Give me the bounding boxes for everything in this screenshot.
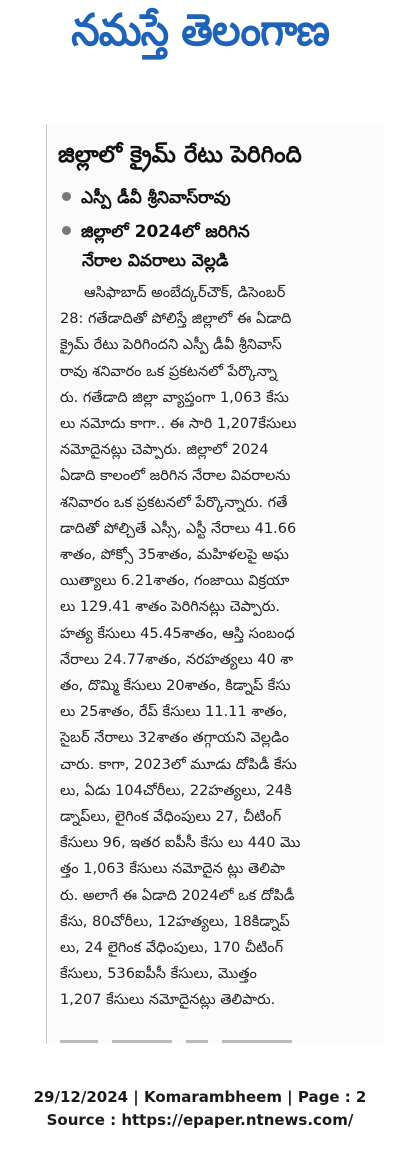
article-body-line: నమోదైనట్లు చెప్పారు. జిల్లాలో 2024 [60,442,269,459]
article-body-line: కేసులు 96, ఇతర ఐపీసీ కేసు లు 440 మొ [60,835,301,852]
subheading-text: జిల్లాలో 2024లో జరిగిన [81,222,250,242]
subheading-text: ఎస్పీ డీవీ శ్రీనివాస్‌రావు [81,188,231,208]
article-body-line: చారు. కాగా, 2023లో మూడు దోపిడీ కేసు [60,756,297,773]
article-body-line: సైబర్ నేరాలు 32శాతం తగ్గాయని వెల్లడిం [60,730,289,747]
article-headline: జిల్లాలో క్రైమ్ రేటు పెరిగింది [58,142,302,168]
article-body-line: 1,207 కేసులు నమోదైనట్లు తెలిపారు. [60,992,276,1009]
article-body-line: క్రైమ్ రేటు పెరిగిందని ఎస్పీ డీవీ శ్రీనివాస్ [60,337,282,354]
masthead [0,0,400,72]
article-body-line: కేసు, 80చోరీలు, 12హత్యలు, 18కిడ్నాప్ [60,913,290,930]
article-body-line: ఏడాది కాలంలో జరిగిన నేరాల వివరాలను [60,468,291,485]
article-body-line: త్తం 1,063 కేసులు నమోదైన ట్లు తెలిపా [60,861,285,878]
article-body-line: హత్య కేసులు 45.45శాతం, ఆస్తి సంబంధ [60,625,295,642]
footer-source: Source : https://epaper.ntnews.com/ [46,1111,354,1129]
bullet-dot-icon [62,192,71,201]
article-body-line: శనివారం ఒక ప్రకటనలో పేర్కొన్నారు. గతే [60,494,288,511]
cut-off-next-line [60,1040,378,1052]
article-body-line: లు, ఏడు 104చోరీలు, 22హత్యలు, 24కి [60,782,292,799]
article-body-line: లు 129.41 శాతం పెరిగినట్లు చెప్పారు. [60,599,281,616]
article-body-line: ఆసిఫాబాద్ అంబేద్కర్‌చౌక్, డిసెంబర్ [84,285,286,301]
footer-date-page: 29/12/2024 | Komarambheem | Page : 2 [33,1088,367,1106]
article-body-line: యిత్యాలు 6.21శాతం, గంజాయి విక్రయా [60,573,290,590]
article-body-line: కేసులు, 536ఐపీసీ కేసులు, మొత్తం [60,966,257,983]
article-body-line: తం, దొమ్మి కేసులు 20శాతం, కిడ్నాప్ కేసు [60,678,291,694]
article-body-line: 28: గతేడాదితో పోలిస్తే జిల్లాలో ఈ ఏడాది [60,311,292,328]
article-body-line: లు నమోదు కాగా.. ఈ సారి 1,207కేసులు [60,416,297,432]
subheading-continuation: నేరాల వివరాలు వెల్లడి [82,251,229,271]
subheading-bullet-1 [62,184,380,212]
clipping-edge [46,124,47,1044]
newspaper-logo: నమస్తే తెలంగాణ [71,5,329,56]
article-body-line: రు. అలాగే ఈ ఏడాది 2024లో ఒక దోపిడీ [60,887,295,904]
article-body-line: నేరాలు 24.77శాతం, నరహత్యలు 40 శా [60,651,294,668]
article-body-line: శాతం, పోక్సో 35శాతం, మహిళలపై అఘ [60,547,289,563]
article-body-line: రు. గతేడాది జిల్లా వ్యాప్తంగా 1,063 కేసు [60,389,289,406]
article-body-line: డాదితో పోల్చితే ఎస్సీ, ఎస్టీ నేరాలు 41.66 [60,520,297,537]
article-body-line: లు 25శాతం, రేప్ కేసులు 11.11 శాతం, [60,704,288,721]
article-body-line: లు, 24 లైగింక వేధింపులు, 170 చీటింగ్ [60,940,284,956]
bullet-dot-icon [62,226,71,235]
article-body-line: డ్నాప్‌లు, లైగింక వేధింపులు 27, చీటింగ్ [60,809,282,825]
article-body-line: రావు శనివారం ఒక ప్రకటనలో పేర్కొన్నా [60,363,278,380]
subheading-bullet-2 [62,218,380,246]
